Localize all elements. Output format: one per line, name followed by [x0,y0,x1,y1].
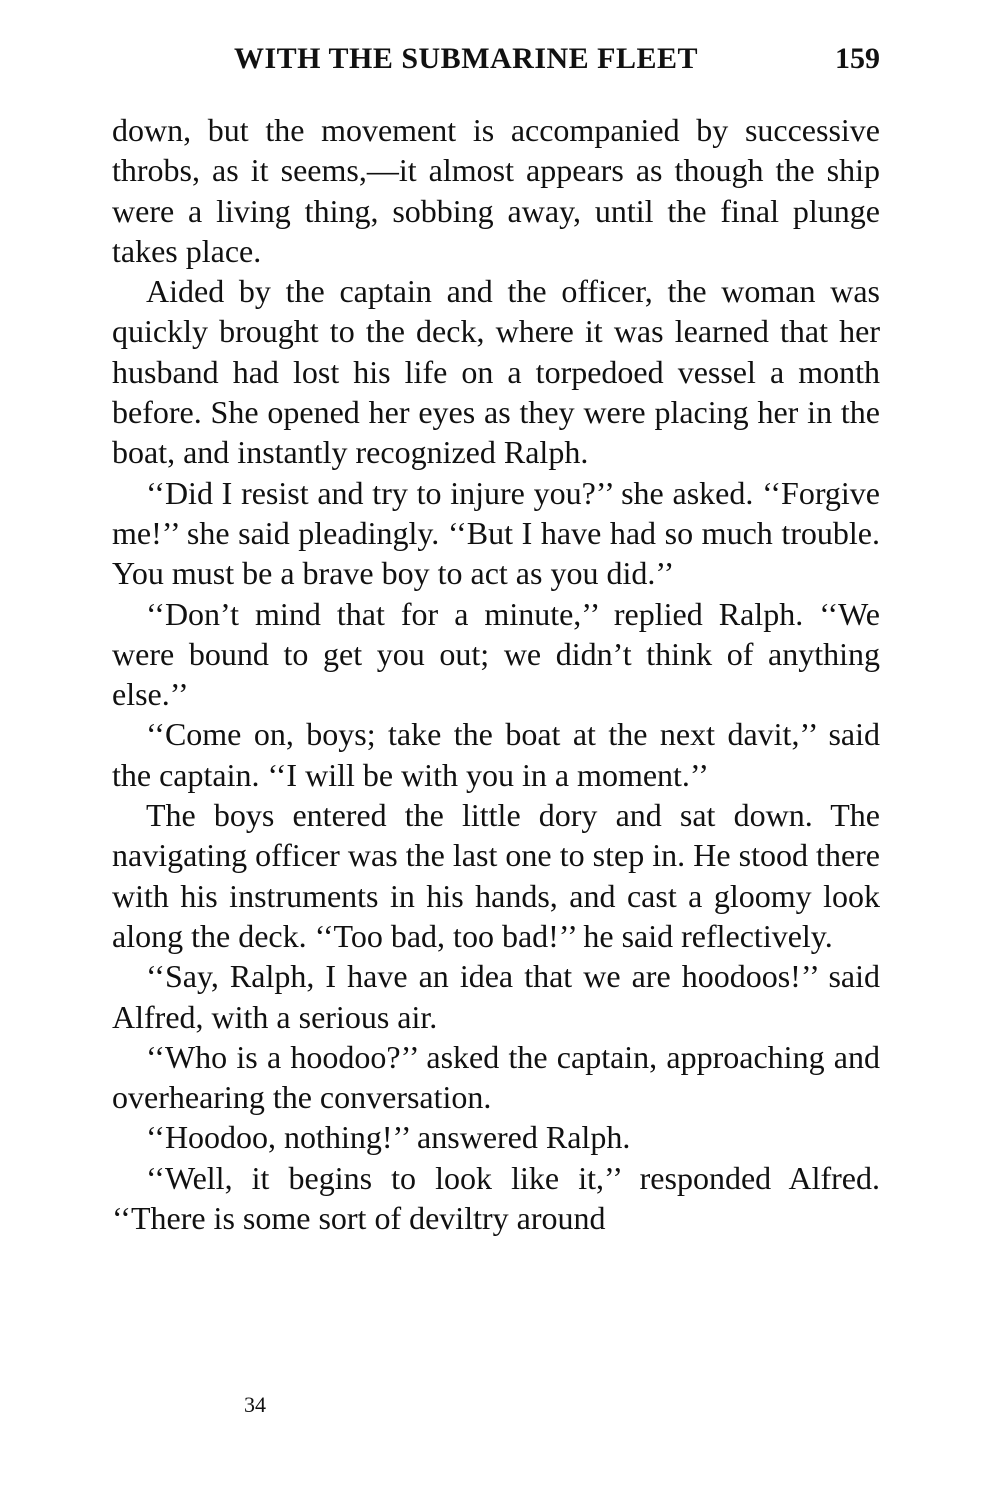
running-title: WITH THE SUBMARINE FLEET [234,42,699,75]
paragraph: ‘‘Did I resist and try to injure you?’’ she asked. ‘‘Forgive me!’’ she said pleadingly. ‘‘But I have had so much trouble. You must be a brave boy to act as you did.’’ [112,474,880,592]
paragraph: ‘‘Who is a hoodoo?’’ asked the captain, approaching and overhearing the conversation. [112,1038,880,1116]
paragraph: ‘‘Don’t mind that for a minute,’’ replied Ralph. ‘‘We were bound to get you out; we didn’t think of anything else.’’ [112,595,880,713]
body-text [112,110,880,1238]
page-number: 159 [835,42,880,75]
paragraph: ‘‘Hoodoo, nothing!’’ answered Ralph. [146,1119,631,1156]
running-header [112,42,880,86]
paragraph: ‘‘Say, Ralph, I have an idea that we are hoodoos!’’ said Alfred, with a serious air. [112,958,880,1035]
signature-mark: 34 [244,1392,266,1417]
paragraph: ‘‘Well, it begins to look like it,’’ responded Alfred. ‘‘There is some sort of deviltry around [112,1159,880,1237]
paragraph: ‘‘Come on, boys; take the boat at the next davit,’’ said the captain. ‘‘I will be with you in a moment.’’ [112,716,880,793]
paragraph: The boys entered the little dory and sat down. The navigating officer was the last one to step in. He stood there with his instruments in his hands, and cast a gloomy look along the deck. ‘‘Too bad, too bad!’’ he said reflectively. [112,797,880,954]
paragraph: Aided by the captain and the officer, the woman was quickly brought to the deck, where it was learned that her husband had lost his life on a torpedoed vessel a month before. She opened her eyes as they were placing her in the boat, and instantly recognized Ralph. [112,273,880,471]
paragraph: down, but the movement is accompanied by successive throbs, as it seems,—it almost appears as though the ship were a living thing, sobbing away, until the final plunge takes place. [112,112,880,269]
